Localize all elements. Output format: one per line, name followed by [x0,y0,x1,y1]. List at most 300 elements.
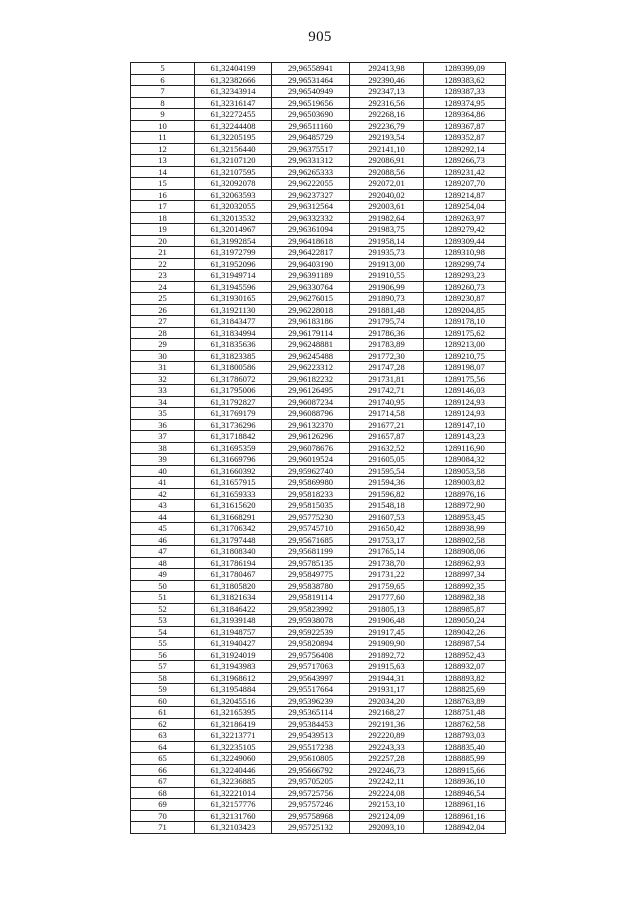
longitude-cell: 29,96223312 [272,362,350,374]
latitude-cell: 61,32382666 [195,74,272,86]
point-number-cell: 68 [131,787,195,799]
y-coordinate-cell: 1288992,35 [424,580,506,592]
y-coordinate-cell: 1288908,06 [424,546,506,558]
table-row [131,293,506,305]
longitude-cell: 29,95610805 [272,753,350,765]
longitude-cell: 29,96088796 [272,408,350,420]
point-number-cell: 14 [131,166,195,178]
longitude-cell: 29,95725756 [272,787,350,799]
latitude-cell: 61,31945596 [195,281,272,293]
latitude-cell: 61,32240446 [195,764,272,776]
longitude-cell: 29,95815035 [272,500,350,512]
latitude-cell: 61,32249060 [195,753,272,765]
x-coordinate-cell: 292243,33 [350,741,424,753]
longitude-cell: 29,95439513 [272,730,350,742]
longitude-cell: 29,96422817 [272,247,350,259]
point-number-cell: 69 [131,799,195,811]
longitude-cell: 29,96418618 [272,235,350,247]
point-number-cell: 37 [131,431,195,443]
table-row [131,465,506,477]
point-number-cell: 53 [131,615,195,627]
table-row [131,74,506,86]
longitude-cell: 29,95705205 [272,776,350,788]
longitude-cell: 29,95396239 [272,695,350,707]
y-coordinate-cell: 1288961,16 [424,799,506,811]
point-number-cell: 54 [131,626,195,638]
latitude-cell: 61,31797448 [195,534,272,546]
table-row [131,396,506,408]
y-coordinate-cell: 1289310,98 [424,247,506,259]
x-coordinate-cell: 292316,56 [350,97,424,109]
table-row [131,546,506,558]
longitude-cell: 29,95823992 [272,603,350,615]
point-number-cell: 58 [131,672,195,684]
table-row [131,557,506,569]
latitude-cell: 61,31954884 [195,684,272,696]
latitude-cell: 61,32236885 [195,776,272,788]
longitude-cell: 29,95869980 [272,477,350,489]
point-number-cell: 9 [131,109,195,121]
longitude-cell: 29,95756408 [272,649,350,661]
table-row [131,672,506,684]
y-coordinate-cell: 1289254,04 [424,201,506,213]
longitude-cell: 29,95725132 [272,822,350,834]
point-number-cell: 28 [131,327,195,339]
latitude-cell: 61,31800586 [195,362,272,374]
latitude-cell: 61,32107120 [195,155,272,167]
table-row [131,638,506,650]
x-coordinate-cell: 292246,73 [350,764,424,776]
y-coordinate-cell: 1289367,87 [424,120,506,132]
table-row [131,534,506,546]
point-number-cell: 45 [131,523,195,535]
coordinates-table [130,62,506,834]
latitude-cell: 61,31780467 [195,569,272,581]
table-row [131,258,506,270]
table-row [131,235,506,247]
y-coordinate-cell: 1289364,86 [424,109,506,121]
longitude-cell: 29,96391189 [272,270,350,282]
table-row [131,270,506,282]
latitude-cell: 61,32131760 [195,810,272,822]
x-coordinate-cell: 291805,13 [350,603,424,615]
longitude-cell: 29,95820894 [272,638,350,650]
y-coordinate-cell: 1289210,75 [424,350,506,362]
point-number-cell: 31 [131,362,195,374]
point-number-cell: 16 [131,189,195,201]
longitude-cell: 29,96179114 [272,327,350,339]
latitude-cell: 61,31921130 [195,304,272,316]
y-coordinate-cell: 1289260,73 [424,281,506,293]
latitude-cell: 61,31924019 [195,649,272,661]
latitude-cell: 61,31695359 [195,442,272,454]
y-coordinate-cell: 1289178,10 [424,316,506,328]
longitude-cell: 29,96248881 [272,339,350,351]
table-row [131,212,506,224]
x-coordinate-cell: 292124,09 [350,810,424,822]
table-row [131,189,506,201]
y-coordinate-cell: 1289279,42 [424,224,506,236]
y-coordinate-cell: 1289124,93 [424,396,506,408]
table-row [131,97,506,109]
latitude-cell: 61,31968612 [195,672,272,684]
table-row [131,86,506,98]
latitude-cell: 61,32107595 [195,166,272,178]
point-number-cell: 61 [131,707,195,719]
longitude-cell: 29,96331312 [272,155,350,167]
y-coordinate-cell: 1289116,90 [424,442,506,454]
longitude-cell: 29,95384453 [272,718,350,730]
x-coordinate-cell: 291759,65 [350,580,424,592]
latitude-cell: 61,31992854 [195,235,272,247]
x-coordinate-cell: 291714,58 [350,408,424,420]
x-coordinate-cell: 291944,31 [350,672,424,684]
y-coordinate-cell: 1289147,10 [424,419,506,431]
point-number-cell: 39 [131,454,195,466]
x-coordinate-cell: 291917,45 [350,626,424,638]
table-row [131,419,506,431]
y-coordinate-cell: 1288938,99 [424,523,506,535]
point-number-cell: 24 [131,281,195,293]
longitude-cell: 29,96312564 [272,201,350,213]
point-number-cell: 57 [131,661,195,673]
longitude-cell: 29,95643997 [272,672,350,684]
longitude-cell: 29,95681199 [272,546,350,558]
table-row [131,327,506,339]
point-number-cell: 33 [131,385,195,397]
point-number-cell: 65 [131,753,195,765]
y-coordinate-cell: 1289214,87 [424,189,506,201]
longitude-cell: 29,96183186 [272,316,350,328]
x-coordinate-cell: 291777,60 [350,592,424,604]
longitude-cell: 29,95775230 [272,511,350,523]
table-row [131,730,506,742]
x-coordinate-cell: 291983,75 [350,224,424,236]
latitude-cell: 61,31786072 [195,373,272,385]
longitude-cell: 29,96558941 [272,63,350,75]
point-number-cell: 52 [131,603,195,615]
x-coordinate-cell: 291982,64 [350,212,424,224]
y-coordinate-cell: 1289231,42 [424,166,506,178]
point-number-cell: 19 [131,224,195,236]
y-coordinate-cell: 1288952,43 [424,649,506,661]
point-number-cell: 20 [131,235,195,247]
latitude-cell: 61,31949714 [195,270,272,282]
table-row [131,385,506,397]
point-number-cell: 34 [131,396,195,408]
x-coordinate-cell: 291795,74 [350,316,424,328]
latitude-cell: 61,31939148 [195,615,272,627]
y-coordinate-cell: 1289230,87 [424,293,506,305]
x-coordinate-cell: 291596,82 [350,488,424,500]
table-row [131,718,506,730]
table-row [131,580,506,592]
y-coordinate-cell: 1288885,99 [424,753,506,765]
point-number-cell: 8 [131,97,195,109]
latitude-cell: 61,31943983 [195,661,272,673]
x-coordinate-cell: 291881,48 [350,304,424,316]
latitude-cell: 61,32205195 [195,132,272,144]
y-coordinate-cell: 1289213,00 [424,339,506,351]
y-coordinate-cell: 1289352,87 [424,132,506,144]
longitude-cell: 29,96403190 [272,258,350,270]
latitude-cell: 61,31940427 [195,638,272,650]
y-coordinate-cell: 1288825,69 [424,684,506,696]
point-number-cell: 38 [131,442,195,454]
latitude-cell: 61,31669796 [195,454,272,466]
x-coordinate-cell: 291742,71 [350,385,424,397]
latitude-cell: 61,31792827 [195,396,272,408]
latitude-cell: 61,31843477 [195,316,272,328]
y-coordinate-cell: 1289207,70 [424,178,506,190]
latitude-cell: 61,32165395 [195,707,272,719]
y-coordinate-cell: 1288953,45 [424,511,506,523]
latitude-cell: 61,32013532 [195,212,272,224]
y-coordinate-cell: 1289399,09 [424,63,506,75]
longitude-cell: 29,96330764 [272,281,350,293]
longitude-cell: 29,95922539 [272,626,350,638]
longitude-cell: 29,96375517 [272,143,350,155]
longitude-cell: 29,95365114 [272,707,350,719]
latitude-cell: 61,32063593 [195,189,272,201]
y-coordinate-cell: 1289175,62 [424,327,506,339]
table-row [131,787,506,799]
table-row [131,155,506,167]
point-number-cell: 71 [131,822,195,834]
longitude-cell: 29,96222055 [272,178,350,190]
y-coordinate-cell: 1289299,74 [424,258,506,270]
point-number-cell: 5 [131,63,195,75]
longitude-cell: 29,96361094 [272,224,350,236]
x-coordinate-cell: 292413,98 [350,63,424,75]
table-row [131,431,506,443]
latitude-cell: 61,32244408 [195,120,272,132]
y-coordinate-cell: 1289293,23 [424,270,506,282]
point-number-cell: 64 [131,741,195,753]
longitude-cell: 29,95517664 [272,684,350,696]
y-coordinate-cell: 1288762,58 [424,718,506,730]
longitude-cell: 29,96531464 [272,74,350,86]
x-coordinate-cell: 291747,28 [350,362,424,374]
latitude-cell: 61,32272455 [195,109,272,121]
table-row [131,661,506,673]
point-number-cell: 32 [131,373,195,385]
longitude-cell: 29,96237327 [272,189,350,201]
y-coordinate-cell: 1288751,48 [424,707,506,719]
point-number-cell: 6 [131,74,195,86]
y-coordinate-cell: 1288893,82 [424,672,506,684]
table-row [131,603,506,615]
table-row [131,408,506,420]
latitude-cell: 61,32032055 [195,201,272,213]
latitude-cell: 61,31835636 [195,339,272,351]
point-number-cell: 18 [131,212,195,224]
latitude-cell: 61,32092078 [195,178,272,190]
point-number-cell: 25 [131,293,195,305]
longitude-cell: 29,95785135 [272,557,350,569]
x-coordinate-cell: 292224,08 [350,787,424,799]
longitude-cell: 29,95819114 [272,592,350,604]
point-number-cell: 40 [131,465,195,477]
point-number-cell: 41 [131,477,195,489]
longitude-cell: 29,96019524 [272,454,350,466]
longitude-cell: 29,96078676 [272,442,350,454]
table-row [131,523,506,535]
y-coordinate-cell: 1288976,16 [424,488,506,500]
y-coordinate-cell: 1288915,66 [424,764,506,776]
latitude-cell: 61,32157776 [195,799,272,811]
x-coordinate-cell: 291958,14 [350,235,424,247]
point-number-cell: 17 [131,201,195,213]
x-coordinate-cell: 291910,55 [350,270,424,282]
x-coordinate-cell: 292040,02 [350,189,424,201]
point-number-cell: 43 [131,500,195,512]
x-coordinate-cell: 291650,42 [350,523,424,535]
latitude-cell: 61,32404199 [195,63,272,75]
latitude-cell: 61,31808340 [195,546,272,558]
latitude-cell: 61,32213771 [195,730,272,742]
point-number-cell: 29 [131,339,195,351]
point-number-cell: 36 [131,419,195,431]
y-coordinate-cell: 1288985,87 [424,603,506,615]
point-number-cell: 62 [131,718,195,730]
x-coordinate-cell: 292093,10 [350,822,424,834]
table-row [131,741,506,753]
y-coordinate-cell: 1289053,58 [424,465,506,477]
y-coordinate-cell: 1289309,44 [424,235,506,247]
y-coordinate-cell: 1288987,54 [424,638,506,650]
table-row [131,707,506,719]
table-row [131,776,506,788]
y-coordinate-cell: 1288936,10 [424,776,506,788]
table-row [131,247,506,259]
longitude-cell: 29,96276015 [272,293,350,305]
latitude-cell: 61,31795006 [195,385,272,397]
longitude-cell: 29,96132370 [272,419,350,431]
x-coordinate-cell: 291738,70 [350,557,424,569]
coordinates-table-body [131,63,506,834]
table-row [131,120,506,132]
table-row [131,178,506,190]
table-row [131,684,506,696]
latitude-cell: 61,31972799 [195,247,272,259]
x-coordinate-cell: 291595,54 [350,465,424,477]
longitude-cell: 29,96245488 [272,350,350,362]
point-number-cell: 60 [131,695,195,707]
y-coordinate-cell: 1288902,58 [424,534,506,546]
table-row [131,615,506,627]
table-row [131,649,506,661]
x-coordinate-cell: 291731,81 [350,373,424,385]
longitude-cell: 29,96126296 [272,431,350,443]
longitude-cell: 29,95838780 [272,580,350,592]
table-row [131,316,506,328]
x-coordinate-cell: 292193,54 [350,132,424,144]
x-coordinate-cell: 292347,13 [350,86,424,98]
x-coordinate-cell: 292003,61 [350,201,424,213]
table-row [131,695,506,707]
x-coordinate-cell: 291913,00 [350,258,424,270]
point-number-cell: 13 [131,155,195,167]
table-row [131,626,506,638]
longitude-cell: 29,96265333 [272,166,350,178]
latitude-cell: 61,32316147 [195,97,272,109]
x-coordinate-cell: 291906,48 [350,615,424,627]
longitude-cell: 29,95818233 [272,488,350,500]
y-coordinate-cell: 1288946,54 [424,787,506,799]
point-number-cell: 11 [131,132,195,144]
x-coordinate-cell: 291605,05 [350,454,424,466]
point-number-cell: 51 [131,592,195,604]
longitude-cell: 29,95666792 [272,764,350,776]
point-number-cell: 22 [131,258,195,270]
x-coordinate-cell: 291765,14 [350,546,424,558]
x-coordinate-cell: 292088,56 [350,166,424,178]
latitude-cell: 61,31948757 [195,626,272,638]
x-coordinate-cell: 291772,30 [350,350,424,362]
latitude-cell: 61,32221014 [195,787,272,799]
x-coordinate-cell: 292086,91 [350,155,424,167]
latitude-cell: 61,32014967 [195,224,272,236]
table-row [131,511,506,523]
longitude-cell: 29,96485729 [272,132,350,144]
table-row [131,592,506,604]
page-number: 905 [308,29,332,45]
x-coordinate-cell: 292390,46 [350,74,424,86]
latitude-cell: 61,32045516 [195,695,272,707]
x-coordinate-cell: 292034,20 [350,695,424,707]
latitude-cell: 61,32103423 [195,822,272,834]
x-coordinate-cell: 291677,21 [350,419,424,431]
point-number-cell: 21 [131,247,195,259]
x-coordinate-cell: 291906,99 [350,281,424,293]
x-coordinate-cell: 292153,10 [350,799,424,811]
y-coordinate-cell: 1289383,62 [424,74,506,86]
latitude-cell: 61,31821634 [195,592,272,604]
y-coordinate-cell: 1288793,03 [424,730,506,742]
latitude-cell: 61,31659333 [195,488,272,500]
x-coordinate-cell: 292191,36 [350,718,424,730]
x-coordinate-cell: 292268,16 [350,109,424,121]
latitude-cell: 61,31718842 [195,431,272,443]
point-number-cell: 55 [131,638,195,650]
y-coordinate-cell: 1288962,93 [424,557,506,569]
point-number-cell: 42 [131,488,195,500]
point-number-cell: 44 [131,511,195,523]
y-coordinate-cell: 1289050,24 [424,615,506,627]
y-coordinate-cell: 1288942,04 [424,822,506,834]
table-row [131,362,506,374]
latitude-cell: 61,32235105 [195,741,272,753]
longitude-cell: 29,95758968 [272,810,350,822]
x-coordinate-cell: 291931,17 [350,684,424,696]
y-coordinate-cell: 1289003,82 [424,477,506,489]
point-number-cell: 23 [131,270,195,282]
point-number-cell: 50 [131,580,195,592]
y-coordinate-cell: 1289124,93 [424,408,506,420]
table-row [131,132,506,144]
latitude-cell: 61,31657915 [195,477,272,489]
x-coordinate-cell: 291935,73 [350,247,424,259]
longitude-cell: 29,95962740 [272,465,350,477]
x-coordinate-cell: 292141,10 [350,143,424,155]
latitude-cell: 61,31846422 [195,603,272,615]
table-row [131,764,506,776]
y-coordinate-cell: 1289292,14 [424,143,506,155]
x-coordinate-cell: 291753,17 [350,534,424,546]
y-coordinate-cell: 1289084,32 [424,454,506,466]
latitude-cell: 61,31823385 [195,350,272,362]
